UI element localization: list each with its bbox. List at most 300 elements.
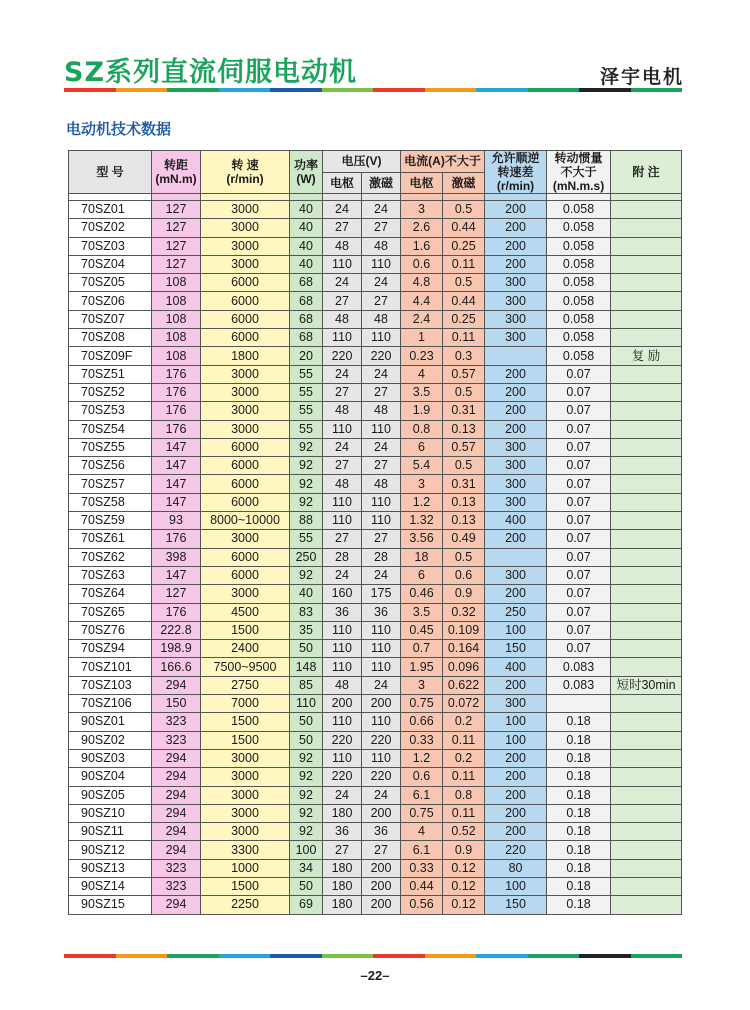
voltage-excitation-cell: 220 bbox=[362, 768, 401, 786]
torque-cell: 127 bbox=[152, 219, 201, 237]
speed-cell: 3000 bbox=[201, 365, 290, 383]
current-excitation-cell: 0.32 bbox=[443, 603, 485, 621]
current-armature-cell: 6.1 bbox=[401, 786, 443, 804]
speed-cell: 6000 bbox=[201, 438, 290, 456]
note-cell bbox=[611, 493, 682, 511]
torque-cell: 294 bbox=[152, 749, 201, 767]
voltage-excitation-cell: 24 bbox=[362, 365, 401, 383]
inertia-cell: 0.18 bbox=[547, 713, 611, 731]
note-cell bbox=[611, 329, 682, 347]
inertia-cell: 0.07 bbox=[547, 457, 611, 475]
header-color-bar bbox=[64, 88, 682, 92]
speed-cell: 6000 bbox=[201, 310, 290, 328]
table-row bbox=[69, 274, 682, 292]
voltage-excitation-cell: 200 bbox=[362, 695, 401, 713]
speed-difference-cell: 300 bbox=[485, 695, 547, 713]
speed-cell: 6000 bbox=[201, 548, 290, 566]
note-cell bbox=[611, 237, 682, 255]
inertia-cell: 0.058 bbox=[547, 292, 611, 310]
table-row bbox=[69, 365, 682, 383]
speed-cell: 3000 bbox=[201, 420, 290, 438]
voltage-armature-cell: 220 bbox=[323, 731, 362, 749]
model-cell: 70SZ56 bbox=[69, 457, 152, 475]
table-row bbox=[69, 585, 682, 603]
current-armature-cell: 1.2 bbox=[401, 749, 443, 767]
power-cell: 50 bbox=[290, 877, 323, 895]
voltage-excitation-cell: 27 bbox=[362, 383, 401, 401]
current-armature-cell: 6.1 bbox=[401, 841, 443, 859]
table-row bbox=[69, 877, 682, 895]
model-cell: 90SZ14 bbox=[69, 877, 152, 895]
footer-color-bar bbox=[64, 954, 682, 958]
note-cell bbox=[611, 640, 682, 658]
inertia-cell: 0.18 bbox=[547, 896, 611, 914]
speed-cell: 2250 bbox=[201, 896, 290, 914]
inertia-cell: 0.07 bbox=[547, 402, 611, 420]
model-cell: 70SZ103 bbox=[69, 676, 152, 694]
voltage-armature-cell: 27 bbox=[323, 219, 362, 237]
spacer-row bbox=[69, 194, 682, 201]
power-cell: 110 bbox=[290, 695, 323, 713]
note-cell bbox=[611, 804, 682, 822]
speed-difference-cell: 200 bbox=[485, 530, 547, 548]
note-cell bbox=[611, 841, 682, 859]
current-excitation-cell: 0.57 bbox=[443, 365, 485, 383]
torque-cell: 294 bbox=[152, 823, 201, 841]
torque-cell: 108 bbox=[152, 347, 201, 365]
speed-difference-cell: 150 bbox=[485, 640, 547, 658]
current-armature-cell: 0.75 bbox=[401, 695, 443, 713]
voltage-armature-cell: 24 bbox=[323, 365, 362, 383]
power-cell: 50 bbox=[290, 713, 323, 731]
torque-cell: 127 bbox=[152, 237, 201, 255]
table-row bbox=[69, 621, 682, 639]
speed-cell: 3000 bbox=[201, 237, 290, 255]
voltage-excitation-cell: 24 bbox=[362, 786, 401, 804]
torque-cell: 127 bbox=[152, 585, 201, 603]
inertia-cell: 0.07 bbox=[547, 512, 611, 530]
inertia-cell: 0.058 bbox=[547, 219, 611, 237]
model-cell: 70SZ65 bbox=[69, 603, 152, 621]
current-excitation-cell: 0.57 bbox=[443, 438, 485, 456]
table-row bbox=[69, 255, 682, 273]
voltage-excitation-cell: 110 bbox=[362, 255, 401, 273]
voltage-armature-cell: 24 bbox=[323, 438, 362, 456]
inertia-cell: 0.083 bbox=[547, 658, 611, 676]
current-excitation-cell: 0.44 bbox=[443, 292, 485, 310]
current-excitation-cell: 0.52 bbox=[443, 823, 485, 841]
speed-difference-cell: 200 bbox=[485, 365, 547, 383]
voltage-excitation-cell: 48 bbox=[362, 402, 401, 420]
current-excitation-cell: 0.5 bbox=[443, 548, 485, 566]
speed-difference-cell: 200 bbox=[485, 219, 547, 237]
note-cell bbox=[611, 695, 682, 713]
table-row bbox=[69, 566, 682, 584]
inertia-cell: 0.058 bbox=[547, 237, 611, 255]
voltage-excitation-cell: 200 bbox=[362, 877, 401, 895]
power-cell: 55 bbox=[290, 383, 323, 401]
speed-cell: 1800 bbox=[201, 347, 290, 365]
voltage-armature-cell: 160 bbox=[323, 585, 362, 603]
speed-cell: 6000 bbox=[201, 292, 290, 310]
note-cell bbox=[611, 512, 682, 530]
torque-cell: 147 bbox=[152, 438, 201, 456]
note-cell bbox=[611, 255, 682, 273]
voltage-excitation-cell: 110 bbox=[362, 329, 401, 347]
torque-cell: 127 bbox=[152, 201, 201, 219]
speed-cell: 6000 bbox=[201, 566, 290, 584]
power-cell: 92 bbox=[290, 457, 323, 475]
power-cell: 83 bbox=[290, 603, 323, 621]
voltage-armature-cell: 110 bbox=[323, 749, 362, 767]
voltage-armature-cell: 24 bbox=[323, 201, 362, 219]
power-cell: 148 bbox=[290, 658, 323, 676]
inertia-cell: 0.18 bbox=[547, 823, 611, 841]
torque-cell: 176 bbox=[152, 365, 201, 383]
note-cell bbox=[611, 749, 682, 767]
current-armature-cell: 4.8 bbox=[401, 274, 443, 292]
current-armature-cell: 3.5 bbox=[401, 383, 443, 401]
model-cell: 70SZ101 bbox=[69, 658, 152, 676]
power-cell: 92 bbox=[290, 566, 323, 584]
power-cell: 50 bbox=[290, 731, 323, 749]
power-cell: 68 bbox=[290, 292, 323, 310]
model-cell: 90SZ13 bbox=[69, 859, 152, 877]
speed-cell: 3000 bbox=[201, 768, 290, 786]
inertia-cell: 0.058 bbox=[547, 201, 611, 219]
model-cell: 90SZ11 bbox=[69, 823, 152, 841]
table-row bbox=[69, 841, 682, 859]
current-excitation-cell: 0.12 bbox=[443, 896, 485, 914]
speed-difference-cell: 300 bbox=[485, 438, 547, 456]
model-cell: 70SZ61 bbox=[69, 530, 152, 548]
voltage-armature-cell: 110 bbox=[323, 640, 362, 658]
current-excitation-cell: 0.8 bbox=[443, 786, 485, 804]
inertia-cell: 0.18 bbox=[547, 749, 611, 767]
inertia-cell: 0.18 bbox=[547, 804, 611, 822]
model-cell: 70SZ09F bbox=[69, 347, 152, 365]
torque-cell: 294 bbox=[152, 768, 201, 786]
current-armature-cell: 2.6 bbox=[401, 219, 443, 237]
current-excitation-cell: 0.096 bbox=[443, 658, 485, 676]
current-armature-cell: 1.6 bbox=[401, 237, 443, 255]
header-current-armature: 电枢 bbox=[401, 172, 443, 194]
voltage-excitation-cell: 220 bbox=[362, 731, 401, 749]
model-cell: 70SZ106 bbox=[69, 695, 152, 713]
power-cell: 92 bbox=[290, 475, 323, 493]
voltage-excitation-cell: 110 bbox=[362, 640, 401, 658]
model-cell: 90SZ15 bbox=[69, 896, 152, 914]
speed-cell: 3000 bbox=[201, 530, 290, 548]
current-armature-cell: 0.33 bbox=[401, 731, 443, 749]
model-cell: 70SZ05 bbox=[69, 274, 152, 292]
current-armature-cell: 3.5 bbox=[401, 603, 443, 621]
current-armature-cell: 4.4 bbox=[401, 292, 443, 310]
model-cell: 70SZ51 bbox=[69, 365, 152, 383]
model-cell: 70SZ03 bbox=[69, 237, 152, 255]
current-excitation-cell: 0.5 bbox=[443, 201, 485, 219]
voltage-excitation-cell: 110 bbox=[362, 493, 401, 511]
voltage-armature-cell: 220 bbox=[323, 768, 362, 786]
note-cell bbox=[611, 201, 682, 219]
table-row bbox=[69, 896, 682, 914]
inertia-cell: 0.18 bbox=[547, 731, 611, 749]
model-cell: 70SZ02 bbox=[69, 219, 152, 237]
speed-difference-cell: 200 bbox=[485, 749, 547, 767]
voltage-excitation-cell: 24 bbox=[362, 566, 401, 584]
voltage-excitation-cell: 200 bbox=[362, 859, 401, 877]
current-excitation-cell: 0.31 bbox=[443, 475, 485, 493]
power-cell: 250 bbox=[290, 548, 323, 566]
power-cell: 69 bbox=[290, 896, 323, 914]
current-armature-cell: 6 bbox=[401, 566, 443, 584]
current-armature-cell: 1.2 bbox=[401, 493, 443, 511]
model-cell: 90SZ01 bbox=[69, 713, 152, 731]
header-current: 电流(A)不大于 bbox=[401, 151, 485, 173]
torque-cell: 147 bbox=[152, 457, 201, 475]
voltage-armature-cell: 24 bbox=[323, 786, 362, 804]
note-cell bbox=[611, 457, 682, 475]
speed-difference-cell: 220 bbox=[485, 841, 547, 859]
power-cell: 88 bbox=[290, 512, 323, 530]
speed-difference-cell: 300 bbox=[485, 475, 547, 493]
header-torque: 转距 (mN.m) bbox=[152, 151, 201, 194]
speed-cell: 1500 bbox=[201, 731, 290, 749]
voltage-armature-cell: 110 bbox=[323, 512, 362, 530]
table-row bbox=[69, 859, 682, 877]
header-note: 附 注 bbox=[611, 151, 682, 194]
table-row bbox=[69, 420, 682, 438]
speed-cell: 3000 bbox=[201, 255, 290, 273]
speed-cell: 3000 bbox=[201, 749, 290, 767]
model-cell: 70SZ01 bbox=[69, 201, 152, 219]
power-cell: 40 bbox=[290, 237, 323, 255]
torque-cell: 398 bbox=[152, 548, 201, 566]
model-cell: 90SZ12 bbox=[69, 841, 152, 859]
voltage-armature-cell: 28 bbox=[323, 548, 362, 566]
page-title: SZ系列直流伺服电动机 bbox=[64, 57, 358, 88]
power-cell: 68 bbox=[290, 274, 323, 292]
voltage-excitation-cell: 110 bbox=[362, 621, 401, 639]
model-cell: 70SZ76 bbox=[69, 621, 152, 639]
current-excitation-cell: 0.9 bbox=[443, 841, 485, 859]
power-cell: 100 bbox=[290, 841, 323, 859]
power-cell: 20 bbox=[290, 347, 323, 365]
speed-difference-cell: 300 bbox=[485, 329, 547, 347]
inertia-cell: 0.07 bbox=[547, 566, 611, 584]
model-cell: 90SZ03 bbox=[69, 749, 152, 767]
current-armature-cell: 3.56 bbox=[401, 530, 443, 548]
voltage-excitation-cell: 28 bbox=[362, 548, 401, 566]
torque-cell: 176 bbox=[152, 383, 201, 401]
speed-difference-cell: 250 bbox=[485, 603, 547, 621]
speed-difference-cell: 200 bbox=[485, 585, 547, 603]
model-cell: 70SZ62 bbox=[69, 548, 152, 566]
current-armature-cell: 0.56 bbox=[401, 896, 443, 914]
voltage-excitation-cell: 110 bbox=[362, 420, 401, 438]
voltage-armature-cell: 110 bbox=[323, 621, 362, 639]
header-speed: 转 速 (r/min) bbox=[201, 151, 290, 194]
speed-difference-cell: 100 bbox=[485, 877, 547, 895]
speed-difference-cell: 200 bbox=[485, 768, 547, 786]
note-cell bbox=[611, 896, 682, 914]
table-body bbox=[69, 194, 682, 915]
voltage-armature-cell: 24 bbox=[323, 566, 362, 584]
current-armature-cell: 2.4 bbox=[401, 310, 443, 328]
voltage-excitation-cell: 27 bbox=[362, 841, 401, 859]
note-cell bbox=[611, 658, 682, 676]
voltage-armature-cell: 48 bbox=[323, 676, 362, 694]
header-voltage-armature: 电枢 bbox=[323, 172, 362, 194]
current-armature-cell: 4 bbox=[401, 365, 443, 383]
current-excitation-cell: 0.109 bbox=[443, 621, 485, 639]
voltage-armature-cell: 180 bbox=[323, 859, 362, 877]
power-cell: 92 bbox=[290, 768, 323, 786]
inertia-cell: 0.18 bbox=[547, 786, 611, 804]
voltage-excitation-cell: 110 bbox=[362, 749, 401, 767]
speed-cell: 3000 bbox=[201, 804, 290, 822]
power-cell: 40 bbox=[290, 255, 323, 273]
model-cell: 70SZ94 bbox=[69, 640, 152, 658]
note-cell bbox=[611, 768, 682, 786]
speed-cell: 6000 bbox=[201, 475, 290, 493]
speed-cell: 3000 bbox=[201, 383, 290, 401]
speed-difference-cell: 200 bbox=[485, 420, 547, 438]
speed-cell: 1500 bbox=[201, 621, 290, 639]
voltage-armature-cell: 48 bbox=[323, 402, 362, 420]
current-armature-cell: 1.95 bbox=[401, 658, 443, 676]
voltage-armature-cell: 220 bbox=[323, 347, 362, 365]
torque-cell: 176 bbox=[152, 530, 201, 548]
torque-cell: 323 bbox=[152, 859, 201, 877]
model-cell: 70SZ54 bbox=[69, 420, 152, 438]
note-cell bbox=[611, 823, 682, 841]
speed-cell: 3000 bbox=[201, 823, 290, 841]
current-armature-cell: 0.66 bbox=[401, 713, 443, 731]
torque-cell: 198.9 bbox=[152, 640, 201, 658]
power-cell: 68 bbox=[290, 310, 323, 328]
current-armature-cell: 0.44 bbox=[401, 877, 443, 895]
note-cell bbox=[611, 438, 682, 456]
speed-difference-cell: 80 bbox=[485, 859, 547, 877]
model-cell: 70SZ57 bbox=[69, 475, 152, 493]
voltage-armature-cell: 48 bbox=[323, 475, 362, 493]
torque-cell: 108 bbox=[152, 310, 201, 328]
speed-difference-cell: 400 bbox=[485, 658, 547, 676]
torque-cell: 323 bbox=[152, 731, 201, 749]
speed-difference-cell: 300 bbox=[485, 274, 547, 292]
voltage-excitation-cell: 24 bbox=[362, 274, 401, 292]
torque-cell: 108 bbox=[152, 274, 201, 292]
speed-cell: 6000 bbox=[201, 493, 290, 511]
voltage-excitation-cell: 27 bbox=[362, 530, 401, 548]
header-voltage-excitation: 激磁 bbox=[362, 172, 401, 194]
note-cell bbox=[611, 585, 682, 603]
table-row bbox=[69, 201, 682, 219]
power-cell: 92 bbox=[290, 493, 323, 511]
inertia-cell: 0.07 bbox=[547, 621, 611, 639]
power-cell: 40 bbox=[290, 219, 323, 237]
model-cell: 70SZ04 bbox=[69, 255, 152, 273]
voltage-excitation-cell: 24 bbox=[362, 438, 401, 456]
speed-cell: 1000 bbox=[201, 859, 290, 877]
note-cell bbox=[611, 603, 682, 621]
note-cell bbox=[611, 621, 682, 639]
note-cell bbox=[611, 383, 682, 401]
voltage-armature-cell: 24 bbox=[323, 274, 362, 292]
current-armature-cell: 0.6 bbox=[401, 255, 443, 273]
torque-cell: 294 bbox=[152, 896, 201, 914]
voltage-excitation-cell: 27 bbox=[362, 219, 401, 237]
voltage-excitation-cell: 110 bbox=[362, 713, 401, 731]
inertia-cell: 0.058 bbox=[547, 347, 611, 365]
torque-cell: 176 bbox=[152, 420, 201, 438]
table-row bbox=[69, 731, 682, 749]
torque-cell: 127 bbox=[152, 255, 201, 273]
voltage-excitation-cell: 110 bbox=[362, 658, 401, 676]
voltage-armature-cell: 200 bbox=[323, 695, 362, 713]
note-cell bbox=[611, 219, 682, 237]
current-armature-cell: 6 bbox=[401, 438, 443, 456]
model-cell: 90SZ02 bbox=[69, 731, 152, 749]
torque-cell: 147 bbox=[152, 566, 201, 584]
speed-difference-cell: 200 bbox=[485, 201, 547, 219]
speed-difference-cell: 100 bbox=[485, 731, 547, 749]
table-row bbox=[69, 383, 682, 401]
note-cell bbox=[611, 566, 682, 584]
voltage-armature-cell: 180 bbox=[323, 804, 362, 822]
power-cell: 55 bbox=[290, 420, 323, 438]
current-excitation-cell: 0.5 bbox=[443, 274, 485, 292]
speed-difference-cell: 300 bbox=[485, 493, 547, 511]
brand-name: 泽宇电机 bbox=[599, 66, 684, 88]
table-row bbox=[69, 603, 682, 621]
table-row bbox=[69, 749, 682, 767]
current-excitation-cell: 0.164 bbox=[443, 640, 485, 658]
table-row bbox=[69, 329, 682, 347]
speed-difference-cell: 300 bbox=[485, 292, 547, 310]
torque-cell: 294 bbox=[152, 786, 201, 804]
speed-difference-cell: 300 bbox=[485, 457, 547, 475]
speed-difference-cell: 300 bbox=[485, 310, 547, 328]
torque-cell: 323 bbox=[152, 713, 201, 731]
speed-difference-cell: 150 bbox=[485, 896, 547, 914]
current-excitation-cell: 0.3 bbox=[443, 347, 485, 365]
note-cell: 短时30min bbox=[611, 676, 682, 694]
inertia-cell: 0.07 bbox=[547, 383, 611, 401]
current-excitation-cell: 0.49 bbox=[443, 530, 485, 548]
current-armature-cell: 0.23 bbox=[401, 347, 443, 365]
speed-difference-cell: 200 bbox=[485, 237, 547, 255]
table-row bbox=[69, 475, 682, 493]
inertia-cell: 0.07 bbox=[547, 548, 611, 566]
header-voltage: 电压(V) bbox=[323, 151, 401, 173]
current-excitation-cell: 0.25 bbox=[443, 310, 485, 328]
table-row bbox=[69, 676, 682, 694]
current-excitation-cell: 0.12 bbox=[443, 877, 485, 895]
torque-cell: 166.6 bbox=[152, 658, 201, 676]
header-current-excitation: 激磁 bbox=[443, 172, 485, 194]
table-row bbox=[69, 457, 682, 475]
note-cell bbox=[611, 877, 682, 895]
note-cell: 复 励 bbox=[611, 347, 682, 365]
current-excitation-cell: 0.13 bbox=[443, 512, 485, 530]
torque-cell: 294 bbox=[152, 841, 201, 859]
current-armature-cell: 0.7 bbox=[401, 640, 443, 658]
voltage-armature-cell: 36 bbox=[323, 603, 362, 621]
note-cell bbox=[611, 548, 682, 566]
current-armature-cell: 0.8 bbox=[401, 420, 443, 438]
